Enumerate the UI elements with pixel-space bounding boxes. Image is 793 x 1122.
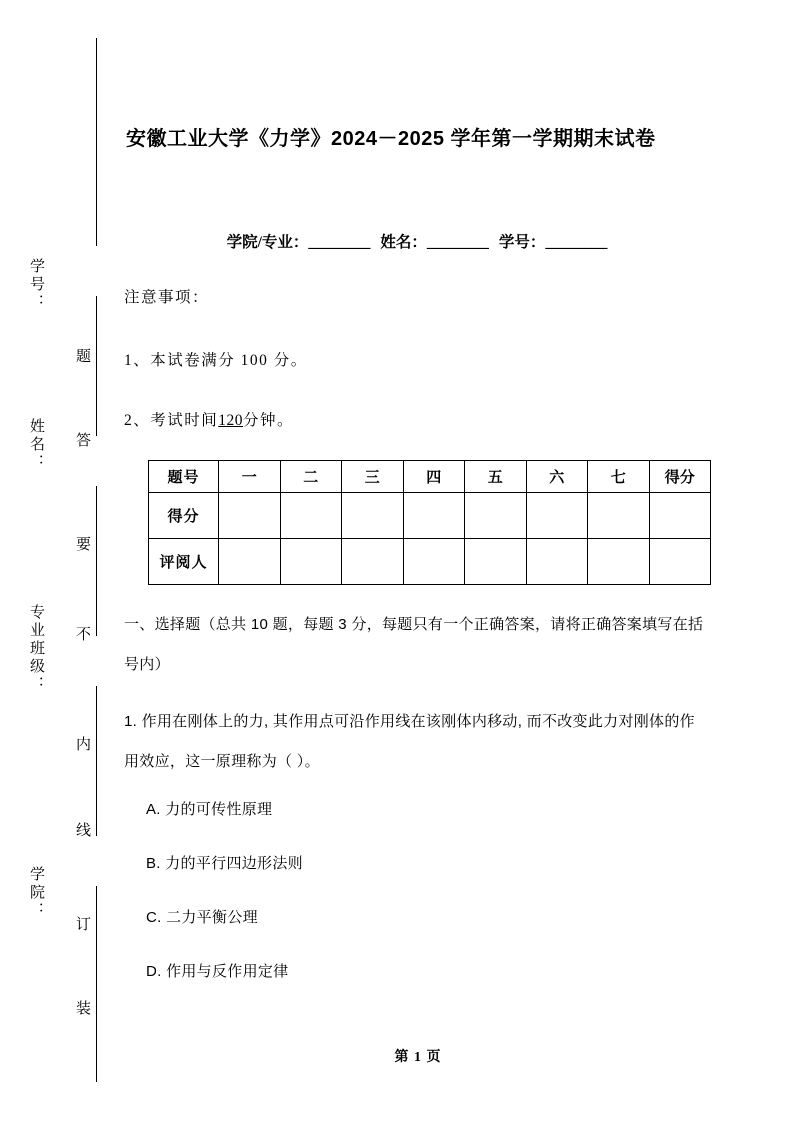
table-row <box>149 539 711 585</box>
note-2-suffix: 分钟。 <box>243 412 295 429</box>
margin-seal-char: 线 <box>74 822 90 839</box>
question-1-option-a[interactable]: A. 力的可传性原理 <box>146 801 273 818</box>
score-table-header-cell: 三 <box>342 461 404 493</box>
score-row-label: 评阅人 <box>149 539 219 585</box>
score-cell[interactable] <box>649 493 711 539</box>
reviewer-cell[interactable] <box>280 539 342 585</box>
margin-seal-char: 订 <box>74 916 90 933</box>
score-cell[interactable] <box>588 493 650 539</box>
page-title: 安徽工业大学《力学》2024－2025 学年第一学期期末试卷 <box>126 128 656 150</box>
exam-duration-value: 120 <box>218 412 244 429</box>
score-table-header-cell: 四 <box>403 461 465 493</box>
score-table-header-cell: 六 <box>526 461 588 493</box>
margin-seal-char: 要 <box>74 536 90 553</box>
margin-label-name: 姓名： <box>28 418 44 472</box>
binding-rule-segment <box>96 296 97 436</box>
margin-seal-char: 不 <box>74 626 90 643</box>
score-table-header-cell: 五 <box>465 461 527 493</box>
student-info-line <box>126 230 708 252</box>
margin-label-student-id: 学号： <box>28 258 44 312</box>
question-1-option-d[interactable]: D. 作用与反作用定律 <box>146 963 289 980</box>
score-cell[interactable] <box>526 493 588 539</box>
margin-label-class: 专业班级： <box>28 604 44 694</box>
score-cell[interactable] <box>280 493 342 539</box>
binding-margin <box>0 0 118 1122</box>
margin-seal-char: 题 <box>74 348 90 365</box>
name-label: 姓名： <box>380 234 427 251</box>
note-item-2 <box>124 408 706 430</box>
score-cell[interactable] <box>342 493 404 539</box>
page-footer: 第 1 页 <box>394 1050 442 1065</box>
reviewer-cell[interactable] <box>588 539 650 585</box>
score-row-label: 得分 <box>149 493 219 539</box>
binding-rule-segment <box>96 38 97 246</box>
score-table-header-cell: 一 <box>219 461 281 493</box>
note-item-1: 1、本试卷满分 100 分。 <box>124 352 308 369</box>
binding-rule-segment <box>96 686 97 836</box>
exam-content <box>118 0 718 1122</box>
reviewer-cell[interactable] <box>649 539 711 585</box>
note-2-prefix: 2、考试时间 <box>124 412 219 429</box>
binding-rule-segment <box>96 486 97 636</box>
name-blank[interactable]: ________ <box>426 234 489 251</box>
student-id-blank[interactable]: ________ <box>545 234 608 251</box>
table-header-row <box>149 461 711 493</box>
score-cell[interactable] <box>403 493 465 539</box>
score-table-header-cell: 得分 <box>649 461 711 493</box>
question-1-text: 1. 作用在刚体上的力, 其作用点可沿作用线在该刚体内移动, 而不改变此力对刚体的作用效应，这一原理称为（ ）。 <box>124 713 695 770</box>
section-heading-1: 一、选择题（总共 10 题，每题 3 分，每题只有一个正确答案，请将正确答案填写在括号内） <box>124 616 704 673</box>
table-row <box>149 493 711 539</box>
student-id-label: 学号： <box>498 234 546 251</box>
score-table <box>148 460 711 585</box>
score-cell[interactable] <box>465 493 527 539</box>
reviewer-cell[interactable] <box>465 539 527 585</box>
margin-seal-char: 装 <box>74 1000 90 1017</box>
college-major-blank[interactable]: ________ <box>308 234 371 251</box>
reviewer-cell[interactable] <box>342 539 404 585</box>
reviewer-cell[interactable] <box>219 539 281 585</box>
question-1-option-b[interactable]: B. 力的平行四边形法则 <box>146 855 303 872</box>
score-table-header-cell: 七 <box>588 461 650 493</box>
score-table-header-cell: 题号 <box>149 461 219 493</box>
reviewer-cell[interactable] <box>403 539 465 585</box>
score-table-header-cell: 二 <box>280 461 342 493</box>
question-1-option-c[interactable]: C. 二力平衡公理 <box>146 909 258 926</box>
reviewer-cell[interactable] <box>526 539 588 585</box>
college-major-label: 学院/专业： <box>226 234 309 251</box>
score-cell[interactable] <box>219 493 281 539</box>
margin-label-college: 学院： <box>28 866 44 920</box>
margin-seal-char: 答 <box>74 432 90 449</box>
binding-rule-segment <box>96 886 97 1082</box>
margin-seal-char: 内 <box>74 736 90 753</box>
notes-heading: 注意事项： <box>124 289 210 306</box>
